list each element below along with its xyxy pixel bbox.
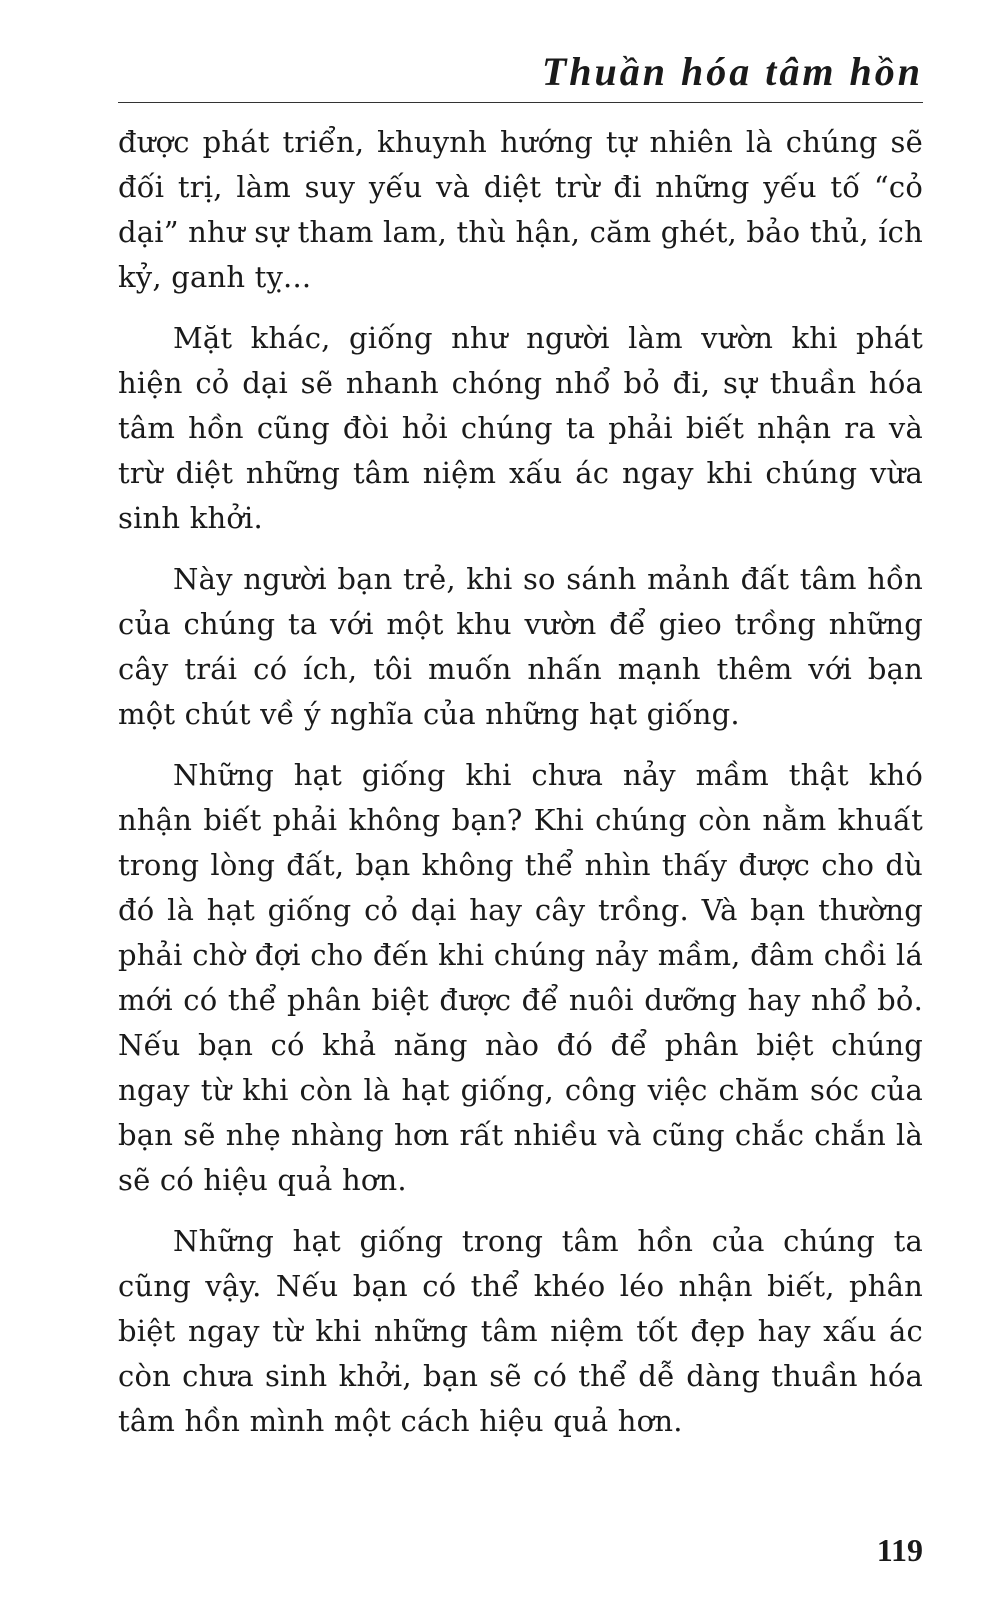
page-body [118, 120, 923, 1460]
header-divider [118, 102, 923, 103]
page-number: 119 [876, 1532, 923, 1568]
paragraph: Này người bạn trẻ, khi so sánh mảnh đất tâm hồn của chúng ta với một khu vườn để gieo trồng những cây trái có ích, tôi muốn nhấn mạnh thêm với bạn một chút về ý nghĩa của những hạt giống. [118, 562, 923, 731]
paragraph: Những hạt giống trong tâm hồn của chúng ta cũng vậy. Nếu bạn có thể khéo léo nhận biết, phân biệt ngay từ khi những tâm niệm tốt đẹp hay xấu ác còn chưa sinh khởi, bạn sẽ có thể dễ dàng thuần hóa tâm hồn mình một cách hiệu quả hơn. [118, 1224, 923, 1438]
paragraph: Những hạt giống khi chưa nảy mầm thật khó nhận biết phải không bạn? Khi chúng còn nằm khuất trong lòng đất, bạn không thể nhìn thấy được cho dù đó là hạt giống cỏ dại hay cây trồng. Và bạn thường phải chờ đợi cho đến khi chúng nảy mầm, đâm chồi lá mới có thể phân biệt được để nuôi dưỡng hay nhổ bỏ. Nếu bạn có khả năng nào đó để phân biệt chúng ngay từ khi còn là hạt giống, công việc chăm sóc của bạn sẽ nhẹ nhàng hơn rất nhiều và cũng chắc chắn là sẽ có hiệu quả hơn. [118, 758, 923, 1197]
paragraph-continued: được phát triển, khuynh hướng tự nhiên là chúng sẽ đối trị, làm suy yếu và diệt trừ đi những yếu tố “cỏ dại” như sự tham lam, thù hận, căm ghét, bảo thủ, ích kỷ, ganh tỵ... [118, 125, 923, 294]
paragraph: Mặt khác, giống như người làm vườn khi phát hiện cỏ dại sẽ nhanh chóng nhổ bỏ đi, sự thuần hóa tâm hồn cũng đòi hỏi chúng ta phải biết nhận ra và trừ diệt những tâm niệm xấu ác ngay khi chúng vừa sinh khởi. [118, 321, 923, 535]
running-header [118, 48, 923, 104]
running-title: Thuần hóa tâm hồn [541, 49, 923, 94]
